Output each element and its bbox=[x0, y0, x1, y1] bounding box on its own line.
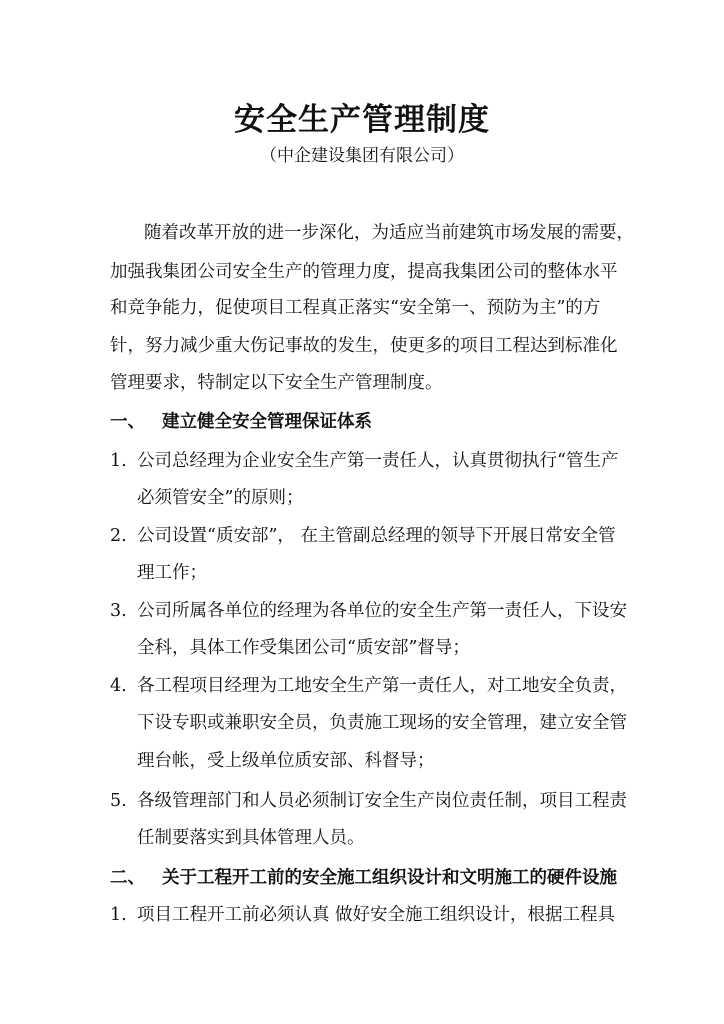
section-number: 二、 bbox=[110, 868, 145, 888]
item-number: 1. bbox=[110, 905, 127, 925]
list-item bbox=[110, 599, 630, 623]
document-title: 安全生产管理制度 bbox=[234, 102, 490, 138]
item-number: 2. bbox=[110, 526, 127, 546]
section-title: 建立健全安全管理保证体系 bbox=[162, 412, 372, 432]
item-text: 各级管理部门和人员必须制订安全生产岗位责任制，项目工程责 bbox=[137, 791, 627, 811]
item-continuation: 下设专职或兼职安全员，负责施工现场的安全管理，建立安全管 bbox=[137, 713, 627, 733]
section-heading bbox=[110, 866, 617, 890]
section-number: 一、 bbox=[110, 412, 145, 432]
item-number: 4. bbox=[110, 676, 127, 696]
item-text: 公司设置“质安部”， 在主管副总经理的领导下开展日常安全管 bbox=[137, 526, 616, 546]
item-continuation: 理工作； bbox=[137, 563, 207, 583]
intro-line: 随着改革开放的进一步深化，为适应当前建筑市场发展的需要， bbox=[144, 223, 634, 243]
list-item bbox=[110, 449, 630, 473]
item-text: 各工程项目经理为工地安全生产第一责任人，对工地安全负责， bbox=[137, 676, 627, 696]
intro-line: 加强我集团公司安全生产的管理力度，提高我集团公司的整体水平 bbox=[110, 262, 618, 282]
intro-line: 管理要求，特制定以下安全生产管理制度。 bbox=[110, 373, 443, 393]
list-item bbox=[110, 903, 630, 927]
item-number: 5. bbox=[110, 791, 127, 811]
item-text: 公司总经理为企业安全生产第一责任人，认真贯彻执行“管生产 bbox=[137, 451, 619, 471]
item-continuation: 任制要落实到具体管理人员。 bbox=[137, 828, 365, 848]
list-item bbox=[110, 674, 630, 698]
item-continuation: 理台帐，受上级单位质安部、科督导； bbox=[137, 751, 435, 771]
item-text: 公司所属各单位的经理为各单位的安全生产第一责任人，下设安 bbox=[137, 601, 627, 621]
item-number: 1. bbox=[110, 451, 127, 471]
section-heading bbox=[110, 410, 372, 434]
item-continuation: 全科，具体工作受集团公司“质安部”督导； bbox=[137, 638, 470, 658]
list-item bbox=[110, 524, 630, 548]
list-item bbox=[110, 789, 630, 813]
item-text: 项目工程开工前必须认真 做好安全施工组织设计，根据工程具 bbox=[137, 905, 616, 925]
section-title: 关于工程开工前的安全施工组织设计和文明施工的硬件设施 bbox=[162, 868, 617, 888]
document-subtitle: （中企建设集团有限公司） bbox=[260, 146, 464, 166]
item-continuation: 必须管安全”的原则； bbox=[137, 488, 304, 508]
item-number: 3. bbox=[110, 601, 127, 621]
intro-line: 和竞争能力，促使项目工程真正落实“安全第一、预防为主”的方 bbox=[110, 298, 601, 318]
intro-line: 针，努力减少重大伤记事故的发生，使更多的项目工程达到标准化 bbox=[110, 336, 618, 356]
